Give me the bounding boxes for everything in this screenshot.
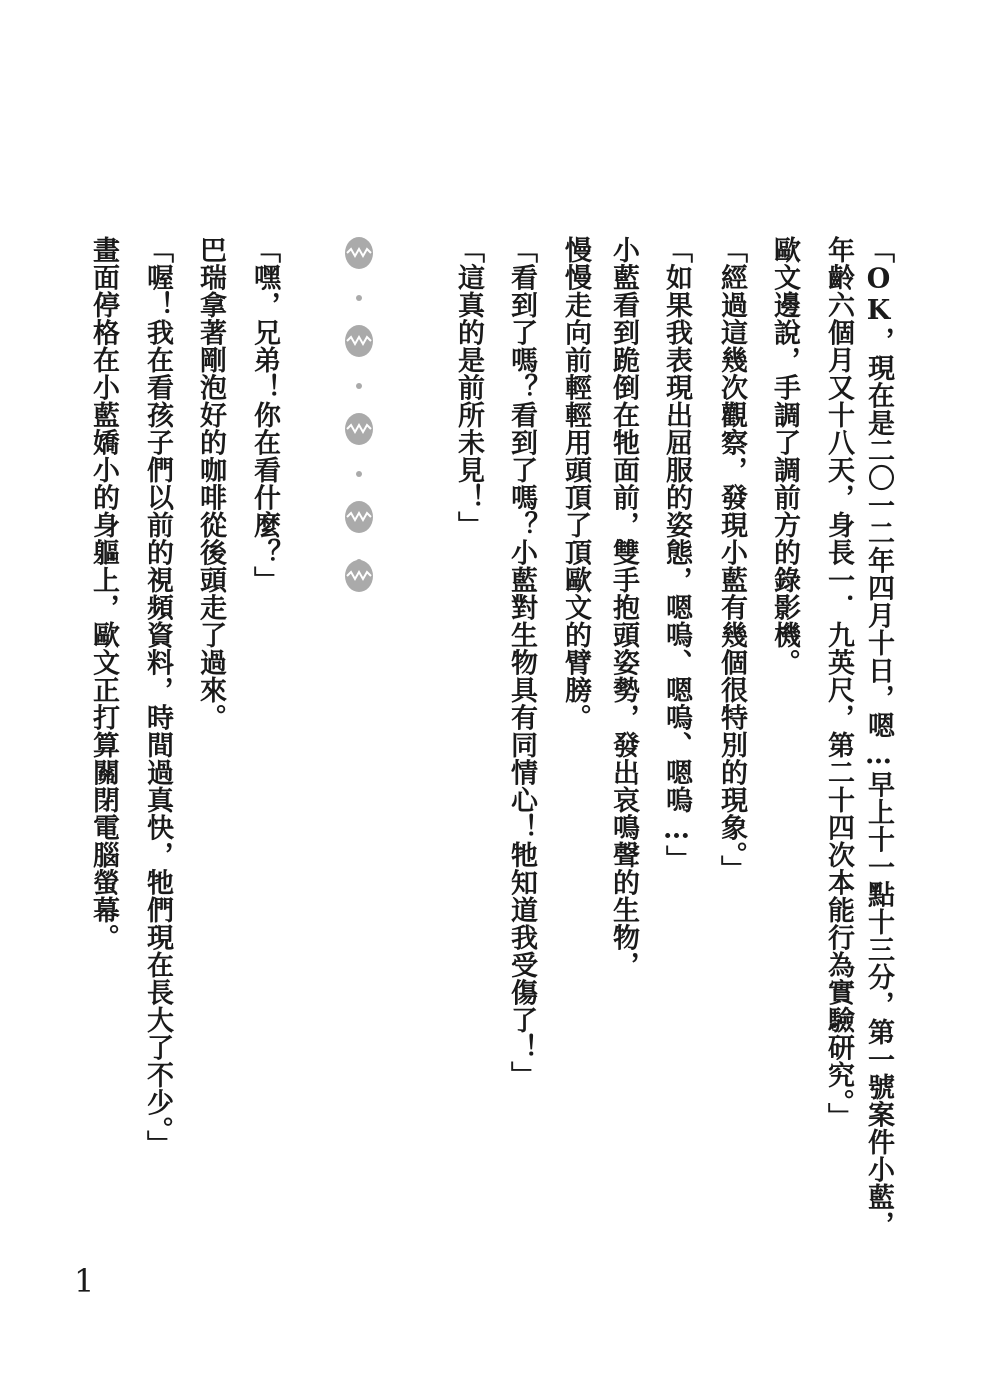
text-line-1: 「OK，現在是二〇一二年四月十日，嗯…早上十一點十三分，第一號案件小藍，	[863, 236, 894, 1238]
text-line-8: 「看到了嗎？看到了嗎？小藍對生物具有同情心！牠知道我受傷了！」	[506, 236, 537, 1089]
divider-dot	[356, 295, 362, 301]
page-number: 1	[74, 1262, 95, 1300]
text-line-10: 「嘿，兄弟！你在看什麼？」	[249, 236, 280, 594]
text-line-4: 「經過這幾次觀察，發現小藍有幾個很特別的現象。」	[716, 236, 747, 883]
egg-icon	[345, 325, 373, 357]
text-line-5: 「如果我表現出屈服的姿態，嗯嗚、嗯嗚、嗯嗚…」	[661, 236, 692, 873]
text-line-3: 歐文邊說，手調了調前方的錄影機。	[769, 236, 800, 676]
text-line-2: 年齡六個月又十八天，身長一．九英尺，第二十四次本能行為實驗研究。」	[823, 236, 854, 1130]
text-line-9: 「這真的是前所未見！」	[453, 236, 484, 539]
divider-dot	[356, 383, 362, 389]
egg-icon	[345, 237, 373, 269]
text-line-11: 巴瑞拿著剛泡好的咖啡從後頭走了過來。	[195, 236, 226, 731]
egg-icon	[345, 501, 373, 533]
text-line-12: 「喔！我在看孩子們以前的視頻資料，時間過真快，牠們現在長大了不少。」	[142, 236, 173, 1158]
text-line-7: 慢慢走向前輕輕用頭頂了頂歐文的臂膀。	[560, 236, 591, 731]
section-divider	[342, 236, 376, 596]
divider-dot	[356, 471, 362, 477]
text-line-13: 畫面停格在小藍嬌小的身軀上，歐文正打算關閉電腦螢幕。	[88, 236, 119, 951]
egg-icon	[345, 413, 373, 445]
egg-icon	[342, 556, 376, 596]
text-line-6: 小藍看到跪倒在牠面前，雙手抱頭姿勢，發出哀鳴聲的生物，	[608, 236, 639, 979]
